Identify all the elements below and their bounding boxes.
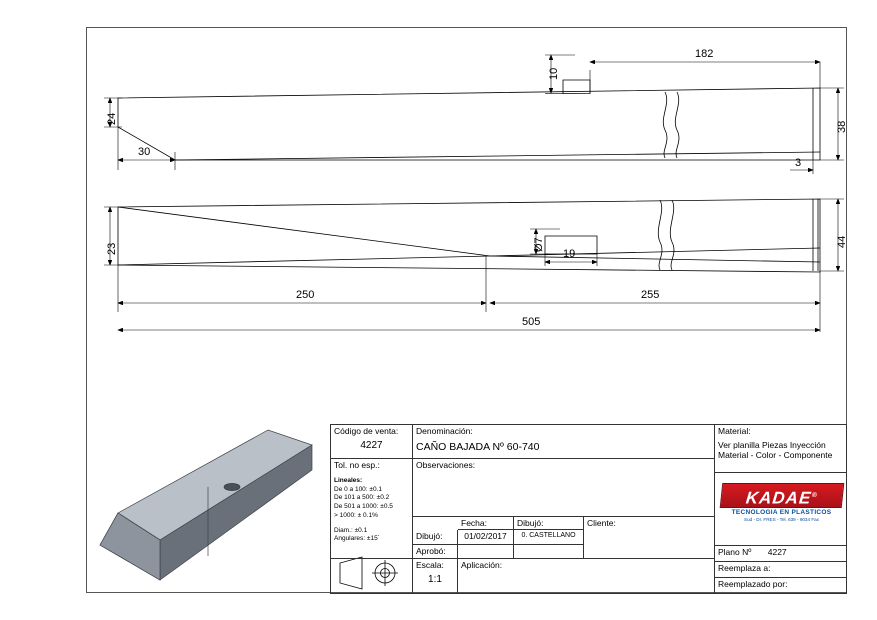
material-line2: Material - Color - Componente xyxy=(718,449,833,460)
escala-value: 1:1 xyxy=(428,573,442,585)
company-logo xyxy=(717,480,846,527)
logo-wordmark xyxy=(719,483,844,508)
fecha-header-cell xyxy=(458,517,514,530)
bottom-view-inner-edge2 xyxy=(490,256,820,262)
tol-lineal-4: > 1000: ± 0.1% xyxy=(334,511,378,519)
dim-182: 182 xyxy=(695,48,714,60)
cliente-cell xyxy=(584,517,715,559)
aprobo-label-cell xyxy=(413,545,458,559)
dim-30: 30 xyxy=(138,146,151,158)
cliente-label: Cliente: xyxy=(587,518,616,528)
codigo-venta-label: Código de venta: xyxy=(334,426,399,436)
escala-cell xyxy=(413,559,458,594)
tolerancia-label: Tol. no esp.: xyxy=(334,460,380,470)
logo-name: KADAE xyxy=(744,488,812,508)
dim-24: 24 xyxy=(106,112,118,125)
plano-label: Plano Nº xyxy=(718,547,752,557)
denominacion-cell xyxy=(413,425,715,459)
material-label: Material: xyxy=(718,426,751,436)
logo-registered: ® xyxy=(810,492,818,499)
dim-diam7: Ø7 xyxy=(533,237,545,252)
reemplaza-label: Reemplaza a: xyxy=(718,563,771,573)
dibujo-value: 0. CASTELLANO xyxy=(521,532,576,539)
tolerancia-cell xyxy=(331,459,413,559)
tol-angulares: Angulares: ±15´ xyxy=(334,535,380,543)
dim-10: 10 xyxy=(548,67,560,80)
dim-23: 23 xyxy=(106,242,118,255)
tol-lineal-1: De 0 a 100: ±0.1 xyxy=(334,485,383,493)
projection-symbol-cell xyxy=(331,559,413,594)
material-line1: Ver planilla Piezas Inyección xyxy=(718,439,826,450)
logo-tagline: TECNOLOGIA EN PLASTICOS xyxy=(731,509,832,516)
tol-lineal-2: De 101 a 500: ±0.2 xyxy=(334,494,390,502)
dibujo-row-label: Dibujó: xyxy=(416,531,443,541)
plano-cell xyxy=(715,546,847,562)
dim-250: 250 xyxy=(296,289,315,301)
dim-38: 38 xyxy=(836,120,848,133)
dim-44: 44 xyxy=(836,235,848,248)
codigo-venta-cell xyxy=(331,425,413,459)
plano-value: 4227 xyxy=(767,547,787,557)
bottom-view-taper-bottom xyxy=(118,256,490,265)
codigo-venta-value: 4227 xyxy=(360,439,383,451)
dibujo-row-label-cell xyxy=(413,530,458,545)
top-view-break-line-2 xyxy=(675,92,679,158)
aplicacion-cell xyxy=(458,559,715,594)
dim-19: 19 xyxy=(563,248,576,260)
dibujo-header-cell xyxy=(514,517,584,530)
fecha-value-cell xyxy=(458,530,514,545)
dim-3: 3 xyxy=(795,157,802,169)
logo-address: Sud - Dr. FRES - Tel. 639 - 9034 Fax xyxy=(744,517,819,522)
top-view-break-line-1 xyxy=(663,92,667,158)
dibujo-value-cell xyxy=(514,530,584,545)
tol-lineales-title: Lineales: xyxy=(334,476,363,484)
reemplaza-cell xyxy=(715,562,847,578)
dibujo-label: Dibujó: xyxy=(517,518,544,528)
reemplazado-cell xyxy=(715,578,847,594)
aprobo-label: Aprobó: xyxy=(416,546,446,556)
top-view-taper-line xyxy=(175,152,820,160)
aplicacion-label: Aplicación: xyxy=(461,560,503,570)
dim-255: 255 xyxy=(641,289,660,301)
aprobo-extra-cell xyxy=(514,545,584,559)
dim-505: 505 xyxy=(522,316,541,328)
fecha-value: 01/02/2017 xyxy=(464,531,507,541)
observaciones-label: Observaciones: xyxy=(416,460,476,470)
bottom-view-outline xyxy=(118,199,820,272)
denominacion-value: CAÑO BAJADA Nº 60-740 xyxy=(416,440,540,453)
tol-diam: Diam.: ±0.1 xyxy=(334,526,368,534)
observaciones-cell xyxy=(413,459,715,517)
isometric-view xyxy=(100,430,312,580)
escala-label: Escala: xyxy=(416,560,444,570)
aprobo-value-cell xyxy=(458,545,514,559)
reemplazado-label: Reemplazado por: xyxy=(718,579,788,589)
denominacion-label: Denominación: xyxy=(416,426,473,436)
material-cell xyxy=(715,425,847,473)
tol-lineal-3: De 501 a 1000: ±0.5 xyxy=(334,503,393,511)
fecha-label: Fecha: xyxy=(461,518,487,528)
bottom-view-taper-top xyxy=(118,207,490,256)
top-view-outline xyxy=(118,88,820,160)
